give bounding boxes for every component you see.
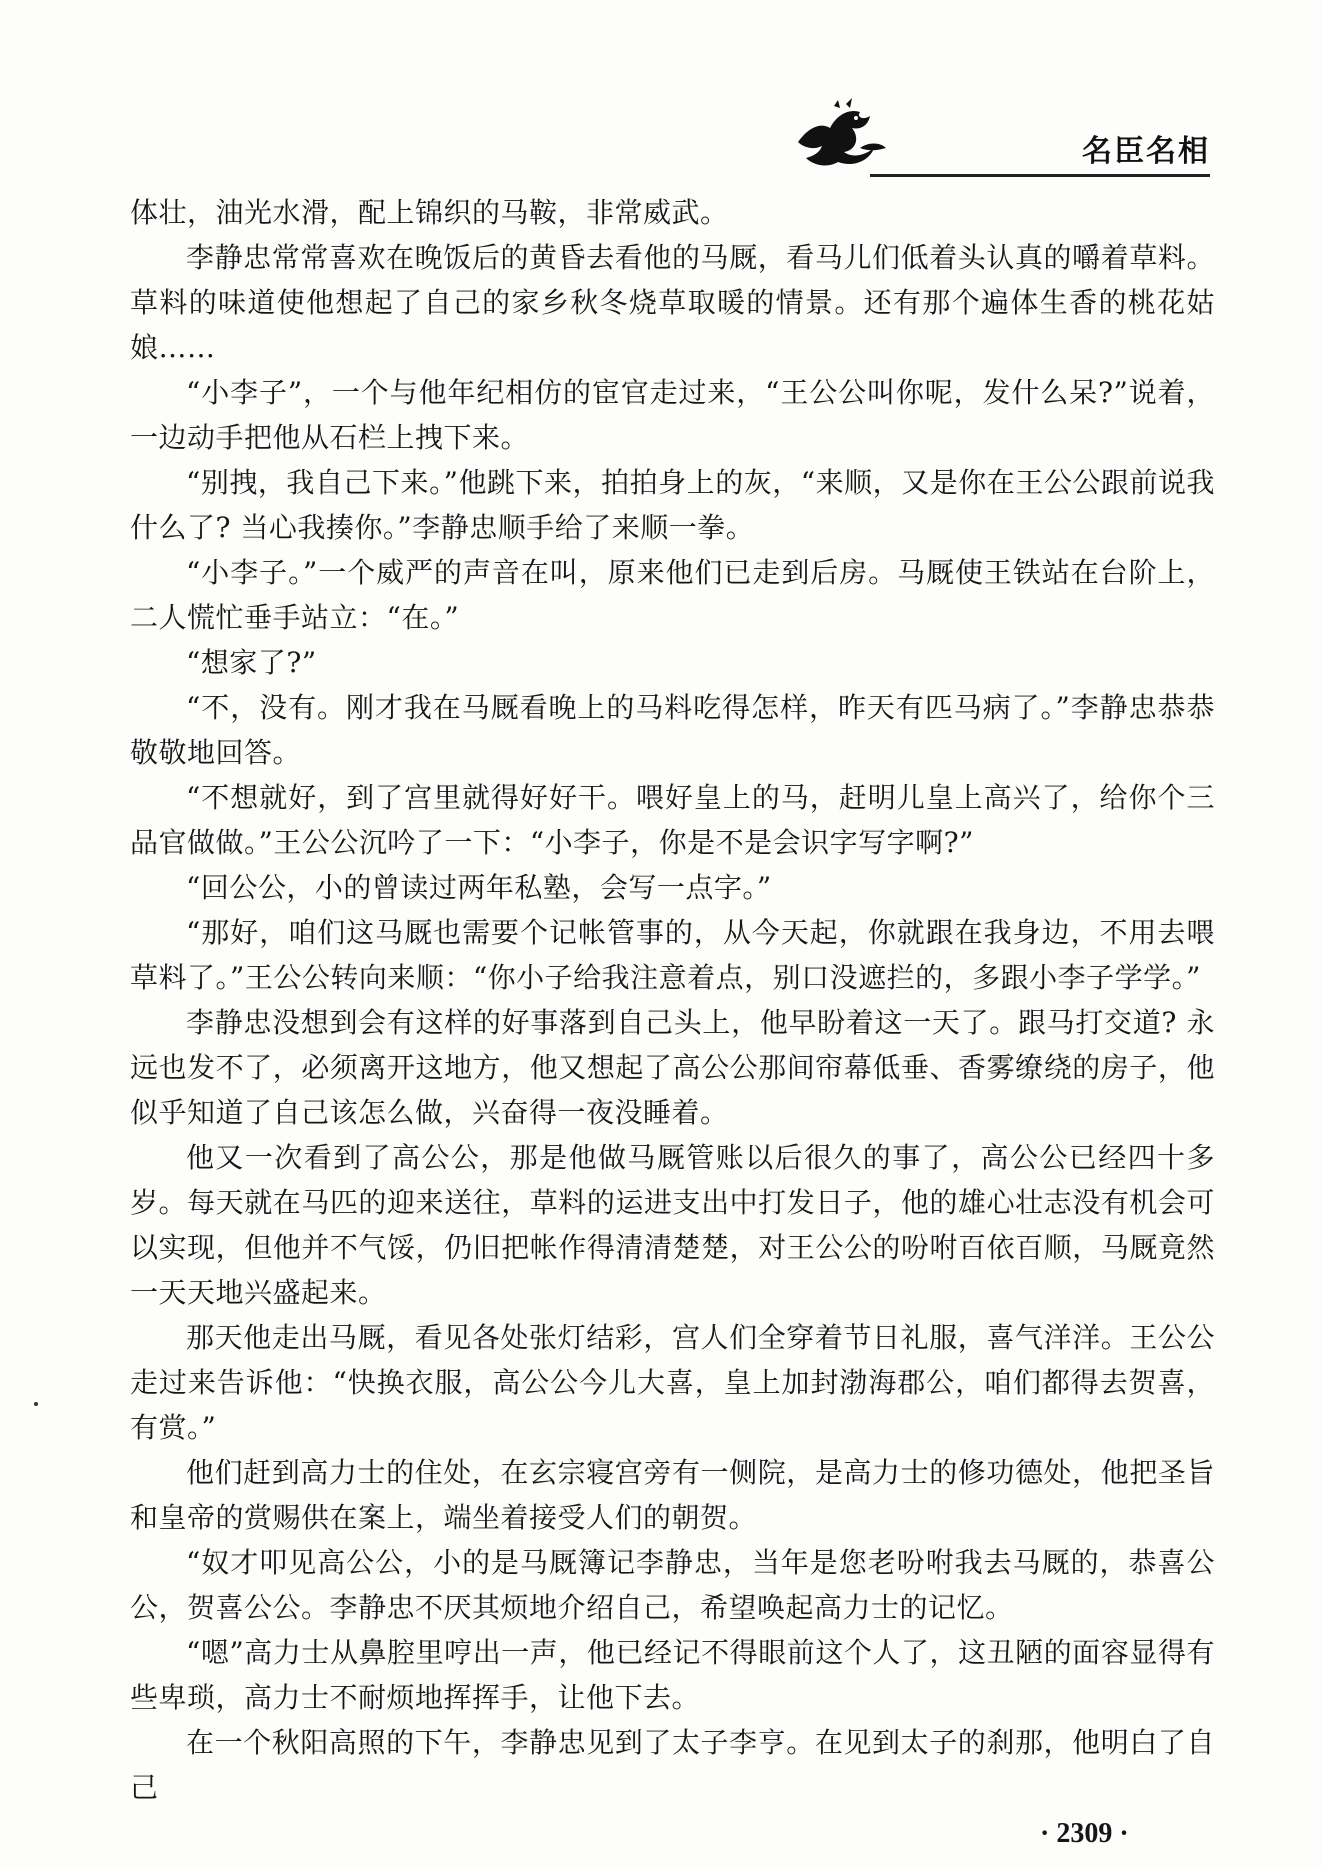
paragraph: “回公公，小的曾读过两年私塾，会写一点字。” [186, 871, 772, 904]
paragraph: “不，没有。刚才我在马厩看晚上的马料吃得怎样，昨天有匹马病了。”李静忠恭恭敬敬地回答。 [130, 691, 1215, 769]
section-title: 名臣名相 [1082, 134, 1210, 169]
header-rule [870, 174, 1210, 177]
margin-speck [34, 1402, 38, 1406]
paragraph: 他们赶到高力士的住处，在玄宗寝宫旁有一侧院，是高力士的修功德处，他把圣旨和皇帝的赏赐供在案上，端坐着接受人们的朝贺。 [130, 1456, 1215, 1534]
paragraph: 李静忠没想到会有这样的好事落到自己头上，他早盼着这一天了。跟马打交道? 永远也发不了，必须离开这地方，他又想起了高公公那间帘幕低垂、香雾缭绕的房子，他似乎知道了自己该怎么做，兴奋得一夜没睡着。 [130, 1006, 1215, 1129]
paragraph: “别拽，我自己下来。”他跳下来，拍拍身上的灰，“来顺，又是你在王公公跟前说我什么了? 当心我揍你。”李静忠顺手给了来顺一拳。 [130, 466, 1215, 544]
running-header [790, 98, 1210, 178]
paragraph: “嗯”高力士从鼻腔里哼出一声，他已经记不得眼前这个人了，这丑陋的面容显得有些卑琐，高力士不耐烦地挥挥手，让他下去。 [130, 1636, 1215, 1714]
paragraph: “想家了?” [186, 646, 317, 679]
paragraph: 李静忠常常喜欢在晚饭后的黄昏去看他的马厩，看马儿们低着头认真的嚼着草料。草料的味道使他想起了自己的家乡秋冬烧草取暖的情景。还有那个遍体生香的桃花姑娘…… [130, 241, 1215, 364]
body-text [130, 190, 1215, 1810]
paragraph: 他又一次看到了高公公，那是他做马厩管账以后很久的事了，高公公已经四十多岁。每天就在马匹的迎来送往，草料的运进支出中打发日子，他的雄心壮志没有机会可以实现，但他并不气馁，仍旧把帐作得清清楚楚，对王公公的吩咐百依百顺，马厩竟然一天天地兴盛起来。 [130, 1141, 1215, 1309]
paragraph: 在一个秋阳高照的下午，李静忠见到了太子李亨。在见到太子的刹那，他明白了自己 [130, 1726, 1215, 1804]
page-number: · 2309 · [1040, 1818, 1129, 1849]
paragraph: 那天他走出马厩，看见各处张灯结彩，宫人们全穿着节日礼服，喜气洋洋。王公公走过来告诉他：“快换衣服，高公公今儿大喜，皇上加封渤海郡公，咱们都得去贺喜，有赏。” [130, 1321, 1215, 1444]
paragraph: 体壮，油光水滑，配上锦织的马鞍，非常威武。 [130, 196, 729, 229]
paragraph: “奴才叩见高公公，小的是马厩簿记李静忠，当年是您老吩咐我去马厩的，恭喜公公，贺喜公公。李静忠不厌其烦地介绍自己，希望唤起高力士的记忆。 [130, 1546, 1215, 1624]
paragraph: “小李子。”一个威严的声音在叫，原来他们已走到后房。马厩使王铁站在台阶上，二人慌忙垂手站立：“在。” [130, 556, 1215, 634]
paragraph: “小李子”，一个与他年纪相仿的宦官走过来，“王公公叫你呢，发什么呆?”说着，一边动手把他从石栏上拽下来。 [130, 376, 1215, 454]
paragraph: “不想就好，到了宫里就得好好干。喂好皇上的马，赶明儿皇上高兴了，给你个三品官做做。”王公公沉吟了一下：“小李子，你是不是会识字写字啊?” [130, 781, 1215, 859]
dragon-emblem-icon [790, 98, 890, 172]
paragraph: “那好，咱们这马厩也需要个记帐管事的，从今天起，你就跟在我身边，不用去喂草料了。”王公公转向来顺：“你小子给我注意着点，别口没遮拦的，多跟小李子学学。” [130, 916, 1215, 994]
